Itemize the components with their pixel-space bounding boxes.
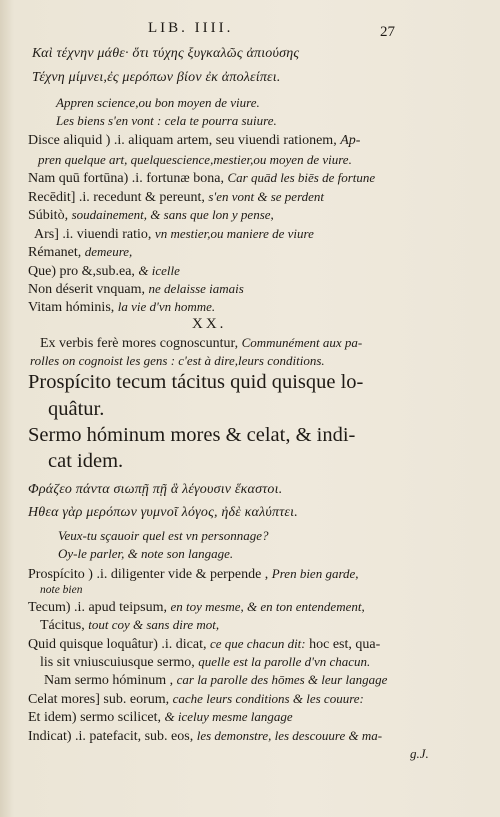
commentary-line: Tácitus, tout coy & sans dire mot, <box>40 617 220 633</box>
french-verse-2: Les biens s'en vont : cela te pourra suiure. <box>56 113 277 128</box>
section-intro-line-1: Ex verbis ferè mores cognoscuntur, Communément aux pa- <box>40 335 363 351</box>
commentary-line: lis sit vniuscuiusque sermo, quelle est la parolle d'vn chacun. <box>40 654 371 670</box>
commentary-line: Nam sermo hóminum , car la parolle des hōmes & leur langage <box>44 672 388 688</box>
commentary-line: Indicat) .i. patefacit, sub. eos, les demonstre, les descouure & ma- <box>28 728 383 744</box>
greek-verse-2: Ηθεα γὰρ μερόπων γυμνοῖ λόγος, ἠδὲ καλύπτει. <box>28 505 298 520</box>
commentary-line: Nam quū fortūna) .i. fortunæ bona, Car quād les biēs de fortune <box>28 170 376 186</box>
french-verse-3: Veux-tu sçauoir quel est vn personnage? <box>58 528 269 543</box>
greek-line-1: Καὶ τέχνην μάθε· ὅτι τύχης ξυγκαλῶς ἀπιούσης <box>32 46 300 61</box>
latin-verse-line-1: Prospícito tecum tácitus quid quisque lo- <box>28 371 364 393</box>
commentary-line: Disce aliquid ) .i. aliquam artem, seu viuendi rationem, Ap- <box>28 133 361 148</box>
commentary-line: Que) pro &,sub.ea, & icelle <box>28 263 180 279</box>
commentary-line: pren quelque art, quelquescience,mestier,ou moyen de viure. <box>38 152 352 167</box>
commentary-line: g.J. <box>410 746 429 761</box>
page-number: 27 <box>380 24 395 40</box>
french-verse-1: Appren science,ou bon moyen de viure. <box>56 95 260 110</box>
commentary-line: note bien <box>40 584 83 596</box>
commentary-line: Tecum) .i. apud teipsum, en toy mesme, & en ton entendement, <box>28 599 365 615</box>
section-intro-line-2: rolles on cognoist les gens : c'est à dire,leurs conditions. <box>30 353 325 368</box>
commentary-line: Rémanet, demeure, <box>28 244 133 260</box>
commentary-line: Ars] .i. viuendi ratio, vn mestier,ou maniere de viure <box>34 226 314 242</box>
commentary-line: Non déserit vnquam, ne delaisse iamais <box>28 281 244 297</box>
greek-line-2: Τέχνη μίμνει,ἐς μερόπων βίον ἐκ ἀπολείπει. <box>32 70 281 85</box>
commentary-line: Et idem) sermo scilicet, & iceluy mesme langage <box>28 709 293 725</box>
commentary-line: Vitam hóminis, la vie d'vn homme. <box>28 299 216 315</box>
french-verse-4: Oy-le parler, & note son langage. <box>58 546 234 561</box>
greek-verse-1: Φράζεο πάντα σιωπῇ πῇ ἃ λέγουσιν ἕκαστοι. <box>28 482 283 497</box>
commentary-line: Prospícito ) .i. diligenter vide & perpende , Pren bien garde, <box>28 566 359 582</box>
latin-verse-line-2: quâtur. <box>48 398 105 420</box>
latin-verse-line-3: Sermo hóminum mores & celat, & indi- <box>28 424 356 446</box>
commentary-line: Celat mores] sub. eorum, cache leurs conditions & les couure: <box>28 691 364 707</box>
commentary-line: Quid quisque loquâtur) .i. dicat, ce que chacun dit: hoc est, qua- <box>28 636 381 652</box>
running-title: LIB. IIII. <box>148 20 234 36</box>
latin-verse-line-4: cat idem. <box>48 450 124 472</box>
section-number: XX. <box>192 316 227 332</box>
commentary-line: Súbitò, soudainement, & sans que lon y pense, <box>28 207 274 223</box>
commentary-line: Recēdit] .i. recedunt & pereunt, s'en vont & se perdent <box>28 189 325 205</box>
